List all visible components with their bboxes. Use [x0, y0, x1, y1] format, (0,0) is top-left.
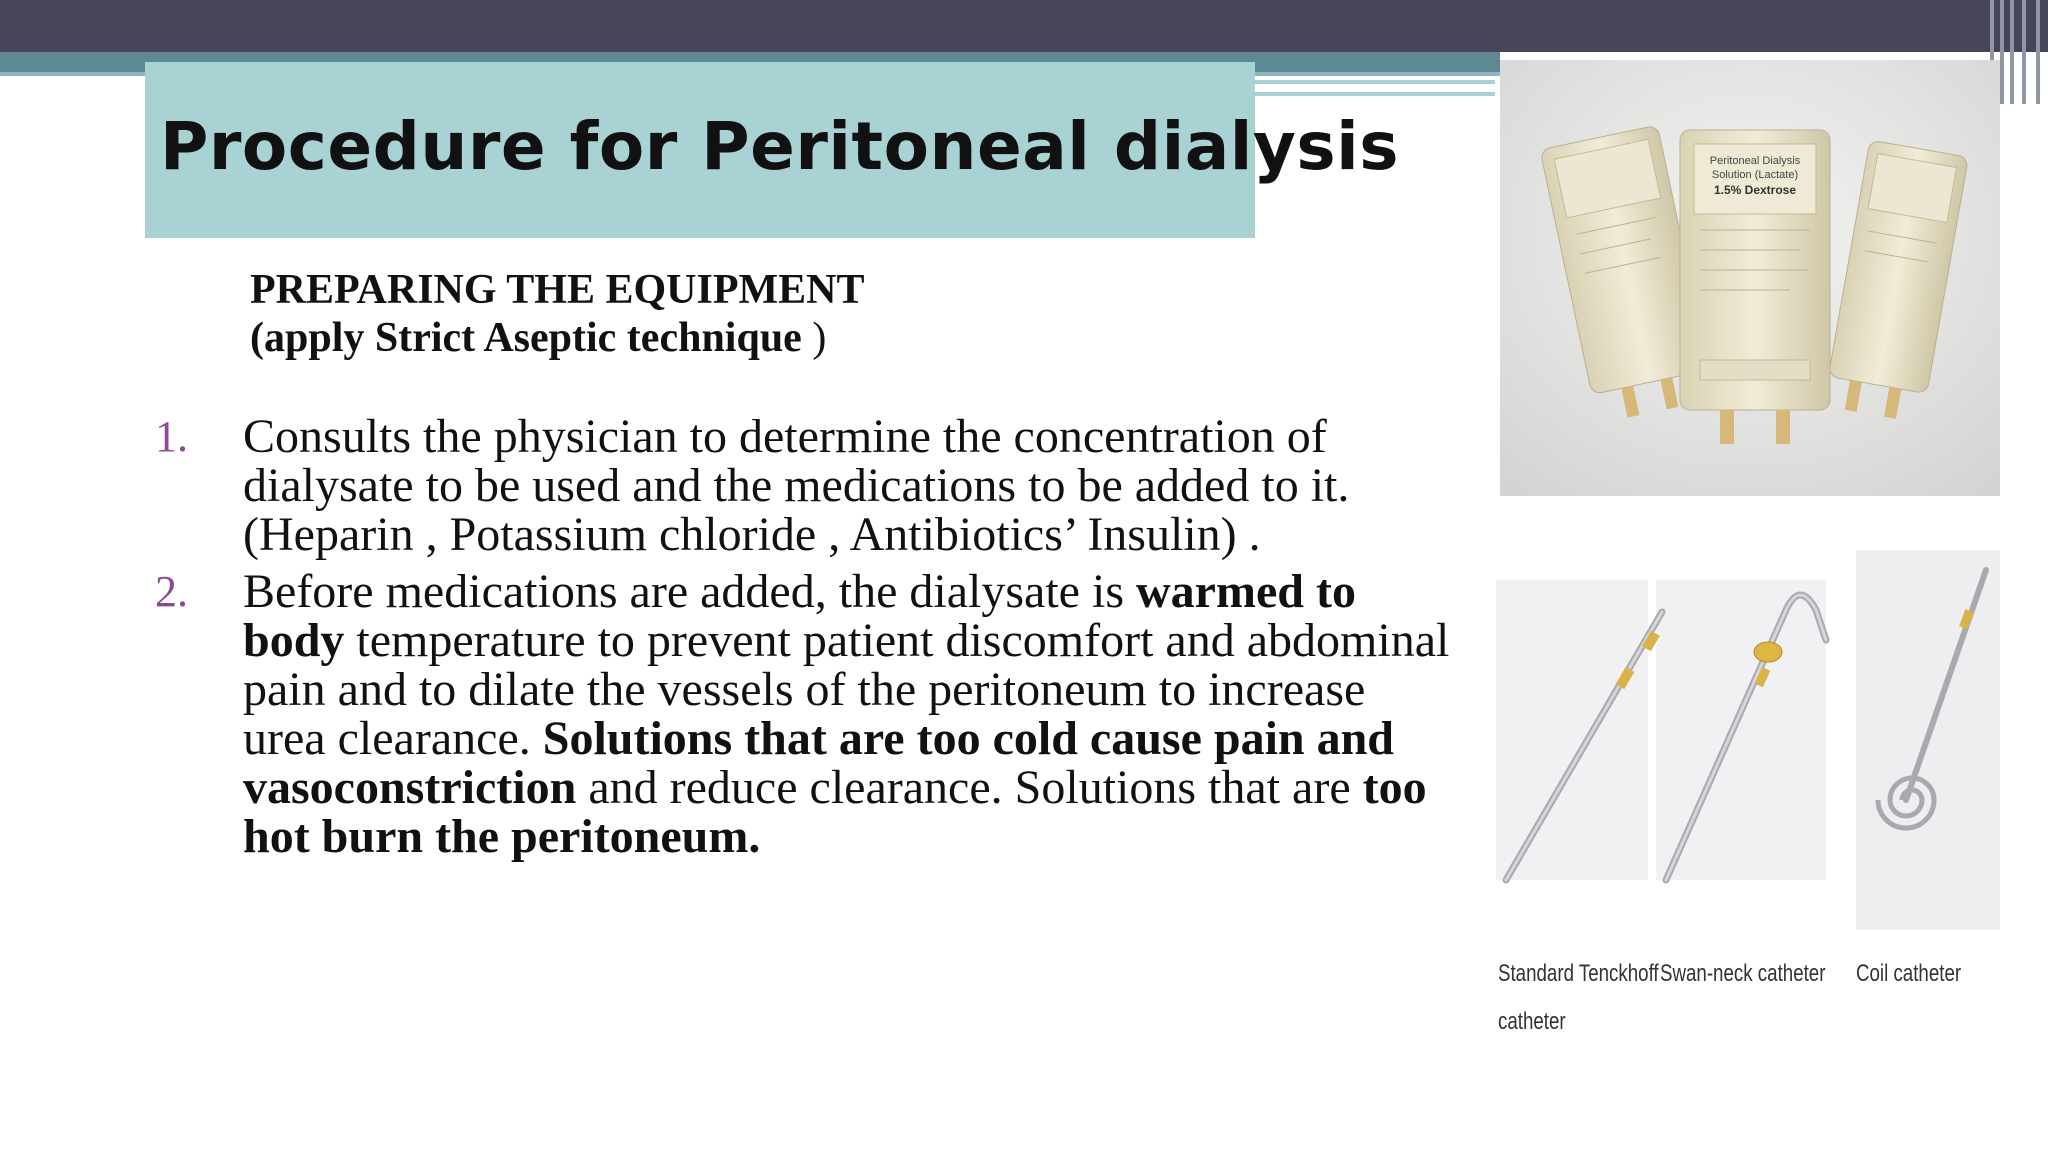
list-item-text: Consults the physician to determine the concentration of dialysate to be used and the medications to be added to it. (Heparin , Potassium chloride , Antibiotics’ Insulin) .: [243, 410, 1350, 561]
list-item-emphasis: too hot burn the peritoneum.: [243, 761, 1427, 863]
decor-line-2: [2000, 0, 2004, 104]
page-title: Procedure for Peritoneal dialysis: [160, 108, 1400, 185]
list-item-text: temperature to prevent patient discomfort and abdominal pain and to dilate the vessels of the peritoneum to increase urea clearance.: [243, 614, 1450, 765]
list-item: [155, 567, 1455, 861]
subheading-line-1: PREPARING THE EQUIPMENT: [250, 267, 865, 313]
title-accent-line-2: [1255, 92, 1495, 96]
subheading-close: ): [801, 315, 827, 361]
bag-label-line-3: 1.5% Dextrose: [1713, 183, 1797, 197]
list-item-text: Before medications are added, the dialysate is: [243, 565, 1136, 618]
caption-tenckhoff: Standard Tenckhoff: [1498, 960, 1659, 987]
decor-line-3: [2010, 0, 2014, 104]
list-item: [155, 412, 1455, 559]
catheter-types-image: [1496, 550, 2000, 930]
subheading-line-2: [250, 314, 865, 362]
bag-label-line-2: Solution (Lactate): [1711, 169, 1799, 181]
caption-coil: Coil catheter: [1856, 960, 1962, 987]
list-item-emphasis: Solutions that are too cold cause pain and vasoconstriction: [243, 712, 1394, 814]
list-number: 2.: [155, 567, 188, 616]
list-item-text: and reduce clearance. Solutions that are: [576, 761, 1363, 814]
procedure-list: [155, 412, 1455, 869]
list-item-emphasis: warmed to body: [243, 565, 1356, 667]
dialysate-bags-image: [1500, 60, 2000, 496]
caption-swan-neck: Swan-neck catheter: [1660, 960, 1826, 987]
subheading-bold: (apply Strict Aseptic technique: [250, 315, 802, 361]
list-number: 1.: [155, 412, 188, 461]
top-decor-bar: [0, 0, 2048, 52]
decor-line-4: [2022, 0, 2026, 104]
section-subheading: [250, 266, 865, 362]
caption-tenckhoff-line2: catheter: [1498, 1008, 1566, 1035]
decor-line-5: [2036, 0, 2040, 104]
bag-label-line-1: Peritoneal Dialysis: [1709, 155, 1801, 167]
title-accent-line-1: [1255, 80, 1495, 84]
